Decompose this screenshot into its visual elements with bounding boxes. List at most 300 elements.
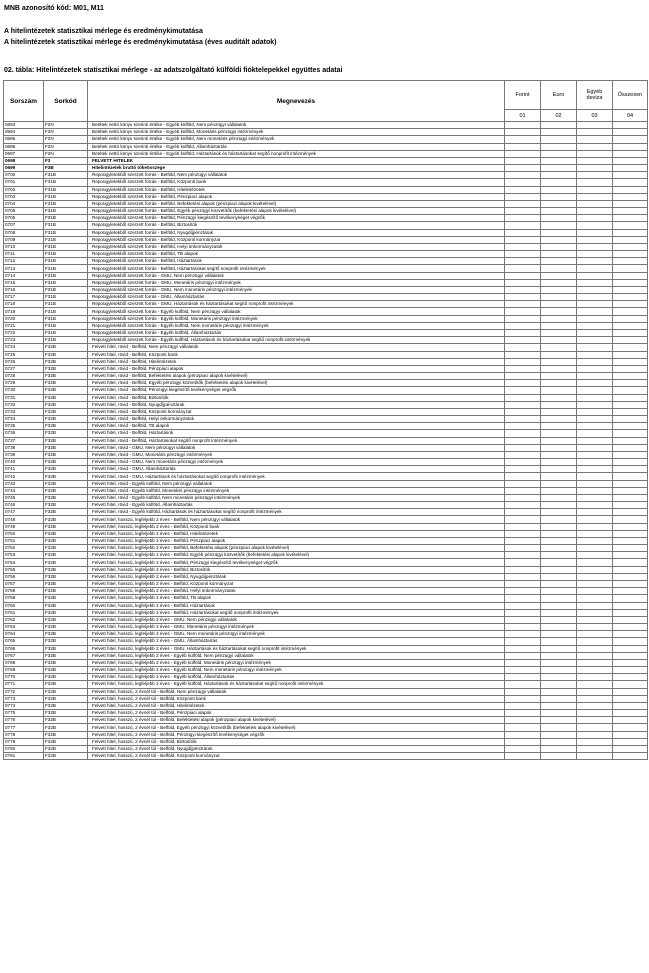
cell-forint — [505, 122, 541, 129]
row-description: Felvett hitel, rövid - Belföld, Háztartásokat segítő nonprofit intézmények — [88, 437, 505, 444]
cell-osszesen — [613, 545, 648, 552]
cell-euro — [541, 286, 577, 293]
col-header-egyeb-deviza: Egyéb deviza — [577, 81, 613, 110]
row-code: F32B — [44, 588, 88, 595]
col-number-egyeb: 03 — [577, 110, 613, 122]
cell-euro — [541, 688, 577, 695]
table-row — [4, 717, 648, 724]
cell-osszesen — [613, 129, 648, 136]
row-code: F32B — [44, 566, 88, 573]
cell-forint — [505, 408, 541, 415]
row-description: Betétek nettó könyv szerinti értéke - Egyéb külföld, Háztartások és háztartásokat segítő nonprofit intézmények — [88, 150, 505, 157]
cell-egyeb-deviza — [577, 588, 613, 595]
row-description: Repoügyletekből szerzett forrás - Belföld, TB alapok — [88, 251, 505, 258]
cell-forint — [505, 624, 541, 631]
cell-egyeb-deviza — [577, 545, 613, 552]
cell-egyeb-deviza — [577, 624, 613, 631]
cell-egyeb-deviza — [577, 236, 613, 243]
cell-egyeb-deviza — [577, 494, 613, 501]
cell-egyeb-deviza — [577, 344, 613, 351]
row-number: 0694 — [4, 129, 44, 136]
row-number: 0725 — [4, 351, 44, 358]
row-number: 0755 — [4, 566, 44, 573]
row-code: F31B — [44, 229, 88, 236]
cell-euro — [541, 616, 577, 623]
row-code: F32B — [44, 595, 88, 602]
cell-forint — [505, 502, 541, 509]
cell-euro — [541, 200, 577, 207]
row-code: F32B — [44, 745, 88, 752]
cell-egyeb-deviza — [577, 487, 613, 494]
cell-osszesen — [613, 724, 648, 731]
table-row — [4, 143, 648, 150]
cell-egyeb-deviza — [577, 745, 613, 752]
table-row — [4, 645, 648, 652]
row-number: 0745 — [4, 494, 44, 501]
cell-forint — [505, 193, 541, 200]
cell-osszesen — [613, 609, 648, 616]
cell-osszesen — [613, 301, 648, 308]
cell-osszesen — [613, 401, 648, 408]
row-code: F32B — [44, 731, 88, 738]
cell-forint — [505, 179, 541, 186]
row-code: F32B — [44, 573, 88, 580]
cell-forint — [505, 609, 541, 616]
row-code: F31B — [44, 193, 88, 200]
row-code: F32B — [44, 373, 88, 380]
row-description: Felvett hitel, hosszú, legfeljebb 2 éves - Belföld, Hitelintézetek — [88, 530, 505, 537]
cell-osszesen — [613, 459, 648, 466]
table-row — [4, 315, 648, 322]
row-code: F32B — [44, 552, 88, 559]
cell-forint — [505, 523, 541, 530]
table-row — [4, 301, 648, 308]
cell-euro — [541, 401, 577, 408]
cell-egyeb-deviza — [577, 573, 613, 580]
cell-egyeb-deviza — [577, 724, 613, 731]
table-row — [4, 581, 648, 588]
row-description: Felvett hitel, rövid - Egyéb külföld, Monetáris pénzügyi intézmények — [88, 487, 505, 494]
cell-forint — [505, 573, 541, 580]
cell-forint — [505, 581, 541, 588]
col-number-euro: 02 — [541, 110, 577, 122]
table-row — [4, 373, 648, 380]
row-description: Repoügyletekből szerzett forrás - Egyéb külföld, Háztartások és háztartásokat segítő nonprofit intézmények — [88, 337, 505, 344]
row-code: F32B — [44, 502, 88, 509]
cell-osszesen — [613, 695, 648, 702]
cell-forint — [505, 373, 541, 380]
cell-forint — [505, 745, 541, 752]
col-header-sorkod: Sorkód — [44, 81, 88, 122]
cell-osszesen — [613, 738, 648, 745]
cell-euro — [541, 243, 577, 250]
cell-forint — [505, 545, 541, 552]
row-number: 0757 — [4, 581, 44, 588]
cell-euro — [541, 344, 577, 351]
cell-egyeb-deviza — [577, 631, 613, 638]
row-description: Repoügyletekből szerzett forrás - Belföld, Nyugdíjpénztárak — [88, 229, 505, 236]
row-description: Felvett hitel, rövid - Belföld, Helyi önkormányzatok — [88, 416, 505, 423]
row-code: F32B — [44, 624, 88, 631]
row-code: F31B — [44, 186, 88, 193]
cell-forint — [505, 186, 541, 193]
table-row — [4, 681, 648, 688]
cell-egyeb-deviza — [577, 659, 613, 666]
row-number: 0761 — [4, 609, 44, 616]
table-row — [4, 688, 648, 695]
row-description: Felvett hitel, rövid - Belföld, Központi bank — [88, 351, 505, 358]
cell-euro — [541, 279, 577, 286]
row-number: 0776 — [4, 717, 44, 724]
cell-forint — [505, 416, 541, 423]
row-description: Felvett hitel, hosszú, legfeljebb 2 éves - Belföld, Biztosítók — [88, 566, 505, 573]
row-description: Felvett hitel, rövid - Belföld, Pénzügyi kiegészítő tevékenységet végzők — [88, 387, 505, 394]
cell-egyeb-deviza — [577, 731, 613, 738]
row-code: F31B — [44, 337, 88, 344]
cell-egyeb-deviza — [577, 652, 613, 659]
cell-osszesen — [613, 387, 648, 394]
cell-forint — [505, 129, 541, 136]
row-code: F31B — [44, 243, 88, 250]
cell-forint — [505, 616, 541, 623]
cell-euro — [541, 753, 577, 760]
cell-egyeb-deviza — [577, 595, 613, 602]
cell-euro — [541, 624, 577, 631]
row-description: Repoügyletekből szerzett forrás - GMU, Nem monetáris pénzügyi intézmények — [88, 286, 505, 293]
col-number-forint: 01 — [505, 110, 541, 122]
row-number: 0742 — [4, 473, 44, 480]
row-description: Felvett hitel, hosszú, legfeljebb 2 éves - Belföld, Befektetési alapok (pénzpiaci alapok kivételével) — [88, 545, 505, 552]
cell-osszesen — [613, 437, 648, 444]
table-row — [4, 609, 648, 616]
cell-osszesen — [613, 616, 648, 623]
row-code: F31B — [44, 215, 88, 222]
table-row — [4, 136, 648, 143]
cell-euro — [541, 172, 577, 179]
cell-forint — [505, 516, 541, 523]
cell-euro — [541, 165, 577, 172]
table-row — [4, 344, 648, 351]
cell-egyeb-deviza — [577, 380, 613, 387]
row-number: 0720 — [4, 315, 44, 322]
row-number: 0734 — [4, 416, 44, 423]
cell-egyeb-deviza — [577, 473, 613, 480]
table-row — [4, 738, 648, 745]
cell-forint — [505, 509, 541, 516]
row-number: 0764 — [4, 631, 44, 638]
table-row — [4, 509, 648, 516]
cell-forint — [505, 494, 541, 501]
row-code: F2N — [44, 150, 88, 157]
cell-egyeb-deviza — [577, 602, 613, 609]
cell-osszesen — [613, 552, 648, 559]
table-row — [4, 724, 648, 731]
cell-egyeb-deviza — [577, 129, 613, 136]
cell-egyeb-deviza — [577, 523, 613, 530]
table-title: 02. tábla: Hitelintézetek statisztikai mérlege - az adatszolgáltató külföldi fióktelepekkel együttes adatai — [4, 67, 343, 74]
row-description: Felvett hitel, rövid - Belföld, TB alapok — [88, 423, 505, 430]
row-description: Repoügyletekből szerzett forrás - GMU, Államháztartás — [88, 294, 505, 301]
cell-osszesen — [613, 157, 648, 164]
row-code: F32B — [44, 437, 88, 444]
cell-egyeb-deviza — [577, 157, 613, 164]
cell-euro — [541, 609, 577, 616]
row-description: Felvett hitel, hosszú, 2 évnél túl - Belföld, Központi bank — [88, 695, 505, 702]
row-code: F32B — [44, 480, 88, 487]
cell-euro — [541, 588, 577, 595]
row-number: 0706 — [4, 215, 44, 222]
table-row — [4, 179, 648, 186]
cell-forint — [505, 394, 541, 401]
cell-forint — [505, 444, 541, 451]
row-number: 0753 — [4, 552, 44, 559]
cell-egyeb-deviza — [577, 358, 613, 365]
row-description: Felvett hitel, rövid - Belföld, Egyéb pénzügyi közvetítők (befektetési alapok kivételével) — [88, 380, 505, 387]
cell-osszesen — [613, 717, 648, 724]
cell-osszesen — [613, 143, 648, 150]
cell-osszesen — [613, 208, 648, 215]
cell-egyeb-deviza — [577, 688, 613, 695]
cell-egyeb-deviza — [577, 552, 613, 559]
row-code: F32B — [44, 710, 88, 717]
row-description: Repoügyletekből szerzett forrás - Belföld, Pénzpiaci alapok — [88, 193, 505, 200]
row-code: F32B — [44, 423, 88, 430]
row-number: 0767 — [4, 652, 44, 659]
cell-egyeb-deviza — [577, 480, 613, 487]
cell-osszesen — [613, 308, 648, 315]
cell-euro — [541, 695, 577, 702]
table-row — [4, 530, 648, 537]
table-row — [4, 308, 648, 315]
table-row — [4, 659, 648, 666]
cell-egyeb-deviza — [577, 122, 613, 129]
row-code: F32B — [44, 365, 88, 372]
cell-osszesen — [613, 229, 648, 236]
cell-euro — [541, 272, 577, 279]
row-code: F31B — [44, 251, 88, 258]
row-code: F2N — [44, 122, 88, 129]
row-number: 0773 — [4, 695, 44, 702]
cell-euro — [541, 416, 577, 423]
cell-forint — [505, 243, 541, 250]
cell-osszesen — [613, 745, 648, 752]
cell-euro — [541, 150, 577, 157]
cell-osszesen — [613, 595, 648, 602]
cell-egyeb-deviza — [577, 279, 613, 286]
cell-forint — [505, 738, 541, 745]
cell-forint — [505, 387, 541, 394]
row-description: Felvett hitel, rövid - GMU, Nem pénzügyi vállalatok — [88, 444, 505, 451]
table-row — [4, 459, 648, 466]
cell-osszesen — [613, 523, 648, 530]
cell-egyeb-deviza — [577, 272, 613, 279]
cell-euro — [541, 738, 577, 745]
cell-forint — [505, 588, 541, 595]
cell-forint — [505, 645, 541, 652]
cell-euro — [541, 380, 577, 387]
row-code: F31B — [44, 315, 88, 322]
row-number: 0756 — [4, 573, 44, 580]
cell-egyeb-deviza — [577, 286, 613, 293]
table-row — [4, 451, 648, 458]
row-description: Betétek nettó könyv szerinti értéke - Egyéb külföld, Nem monetáris pénzügyi intézmények — [88, 136, 505, 143]
row-description: Felvett hitel, rövid - Egyéb külföld, Háztartások és háztartásokat segítő nonprofit intézmények — [88, 509, 505, 516]
row-code: F32B — [44, 444, 88, 451]
table-row — [4, 329, 648, 336]
cell-osszesen — [613, 581, 648, 588]
row-code: F32B — [44, 509, 88, 516]
cell-forint — [505, 272, 541, 279]
cell-osszesen — [613, 322, 648, 329]
row-description: Felvett hitel, rövid - Belföld, Hitelintézetek — [88, 358, 505, 365]
cell-forint — [505, 430, 541, 437]
cell-egyeb-deviza — [577, 451, 613, 458]
cell-forint — [505, 222, 541, 229]
cell-euro — [541, 322, 577, 329]
cell-euro — [541, 308, 577, 315]
cell-euro — [541, 681, 577, 688]
cell-forint — [505, 401, 541, 408]
cell-euro — [541, 358, 577, 365]
table-row — [4, 200, 648, 207]
row-number: 0721 — [4, 322, 44, 329]
cell-egyeb-deviza — [577, 674, 613, 681]
row-code: F32B — [44, 394, 88, 401]
cell-euro — [541, 315, 577, 322]
row-code: F32B — [44, 645, 88, 652]
row-description: Felvett hitel, rövid - GMU, Államháztartás — [88, 466, 505, 473]
row-number: 0739 — [4, 451, 44, 458]
row-description: Felvett hitel, hosszú, legfeljebb 2 éves - GMU, Monetáris pénzügyi intézmények — [88, 624, 505, 631]
cell-euro — [541, 537, 577, 544]
cell-osszesen — [613, 286, 648, 293]
cell-egyeb-deviza — [577, 200, 613, 207]
cell-euro — [541, 337, 577, 344]
cell-osszesen — [613, 408, 648, 415]
cell-egyeb-deviza — [577, 373, 613, 380]
cell-osszesen — [613, 530, 648, 537]
table-row — [4, 480, 648, 487]
table-row — [4, 172, 648, 179]
cell-osszesen — [613, 222, 648, 229]
cell-euro — [541, 724, 577, 731]
table-row — [4, 186, 648, 193]
row-number: 0769 — [4, 667, 44, 674]
cell-forint — [505, 322, 541, 329]
cell-osszesen — [613, 165, 648, 172]
cell-forint — [505, 487, 541, 494]
row-number: 0765 — [4, 638, 44, 645]
cell-egyeb-deviza — [577, 251, 613, 258]
table-row — [4, 731, 648, 738]
table-row — [4, 394, 648, 401]
row-description: Felvett hitel, hosszú, legfeljebb 2 éves - Belföld, Háztartásokat segítő nonprofit intézmények — [88, 609, 505, 616]
cell-osszesen — [613, 444, 648, 451]
row-code: F32B — [44, 530, 88, 537]
cell-forint — [505, 308, 541, 315]
cell-euro — [541, 659, 577, 666]
cell-euro — [541, 710, 577, 717]
cell-euro — [541, 265, 577, 272]
document-subtitle: A hitelintézetek statisztikai mérlege és eredménykimutatása (éves auditált adatok) — [4, 39, 277, 46]
row-code: F31B — [44, 236, 88, 243]
cell-forint — [505, 530, 541, 537]
cell-egyeb-deviza — [577, 638, 613, 645]
row-number: 0760 — [4, 602, 44, 609]
cell-forint — [505, 150, 541, 157]
row-number: 0701 — [4, 179, 44, 186]
row-number: 0728 — [4, 373, 44, 380]
cell-osszesen — [613, 731, 648, 738]
row-number: 0743 — [4, 480, 44, 487]
row-code: F32B — [44, 344, 88, 351]
cell-egyeb-deviza — [577, 437, 613, 444]
table-row — [4, 638, 648, 645]
row-number: 0777 — [4, 724, 44, 731]
cell-osszesen — [613, 344, 648, 351]
row-code: F32B — [44, 487, 88, 494]
table-row — [4, 222, 648, 229]
cell-forint — [505, 695, 541, 702]
cell-egyeb-deviza — [577, 301, 613, 308]
row-number: 0710 — [4, 243, 44, 250]
cell-egyeb-deviza — [577, 265, 613, 272]
table-row — [4, 745, 648, 752]
cell-osszesen — [613, 193, 648, 200]
table-row — [4, 193, 648, 200]
col-header-euro: Euro — [541, 81, 577, 110]
row-number: 0724 — [4, 344, 44, 351]
cell-forint — [505, 258, 541, 265]
row-description: Felvett hitel, hosszú, legfeljebb 2 éves - GMU, Államháztartás — [88, 638, 505, 645]
row-description: Felvett hitel, rövid - GMU, Háztartások és háztartásokat segítő nonprofit intézmények — [88, 473, 505, 480]
cell-osszesen — [613, 358, 648, 365]
row-number: 0703 — [4, 193, 44, 200]
table-row — [4, 466, 648, 473]
cell-forint — [505, 731, 541, 738]
cell-euro — [541, 667, 577, 674]
cell-egyeb-deviza — [577, 229, 613, 236]
table-row — [4, 631, 648, 638]
row-number: 0700 — [4, 172, 44, 179]
cell-euro — [541, 236, 577, 243]
cell-egyeb-deviza — [577, 387, 613, 394]
cell-osszesen — [613, 279, 648, 286]
row-code: F32B — [44, 494, 88, 501]
row-number: 0778 — [4, 731, 44, 738]
cell-osszesen — [613, 502, 648, 509]
row-number: 0772 — [4, 688, 44, 695]
cell-egyeb-deviza — [577, 243, 613, 250]
table-row — [4, 552, 648, 559]
cell-euro — [541, 523, 577, 530]
row-number: 0723 — [4, 337, 44, 344]
row-number: 0697 — [4, 150, 44, 157]
row-code: F32B — [44, 602, 88, 609]
cell-egyeb-deviza — [577, 581, 613, 588]
cell-forint — [505, 351, 541, 358]
cell-forint — [505, 674, 541, 681]
table-row — [4, 408, 648, 415]
cell-forint — [505, 652, 541, 659]
table-row — [4, 559, 648, 566]
cell-euro — [541, 652, 577, 659]
cell-forint — [505, 236, 541, 243]
row-number: 0749 — [4, 523, 44, 530]
cell-forint — [505, 329, 541, 336]
table-row — [4, 251, 648, 258]
table-row — [4, 265, 648, 272]
